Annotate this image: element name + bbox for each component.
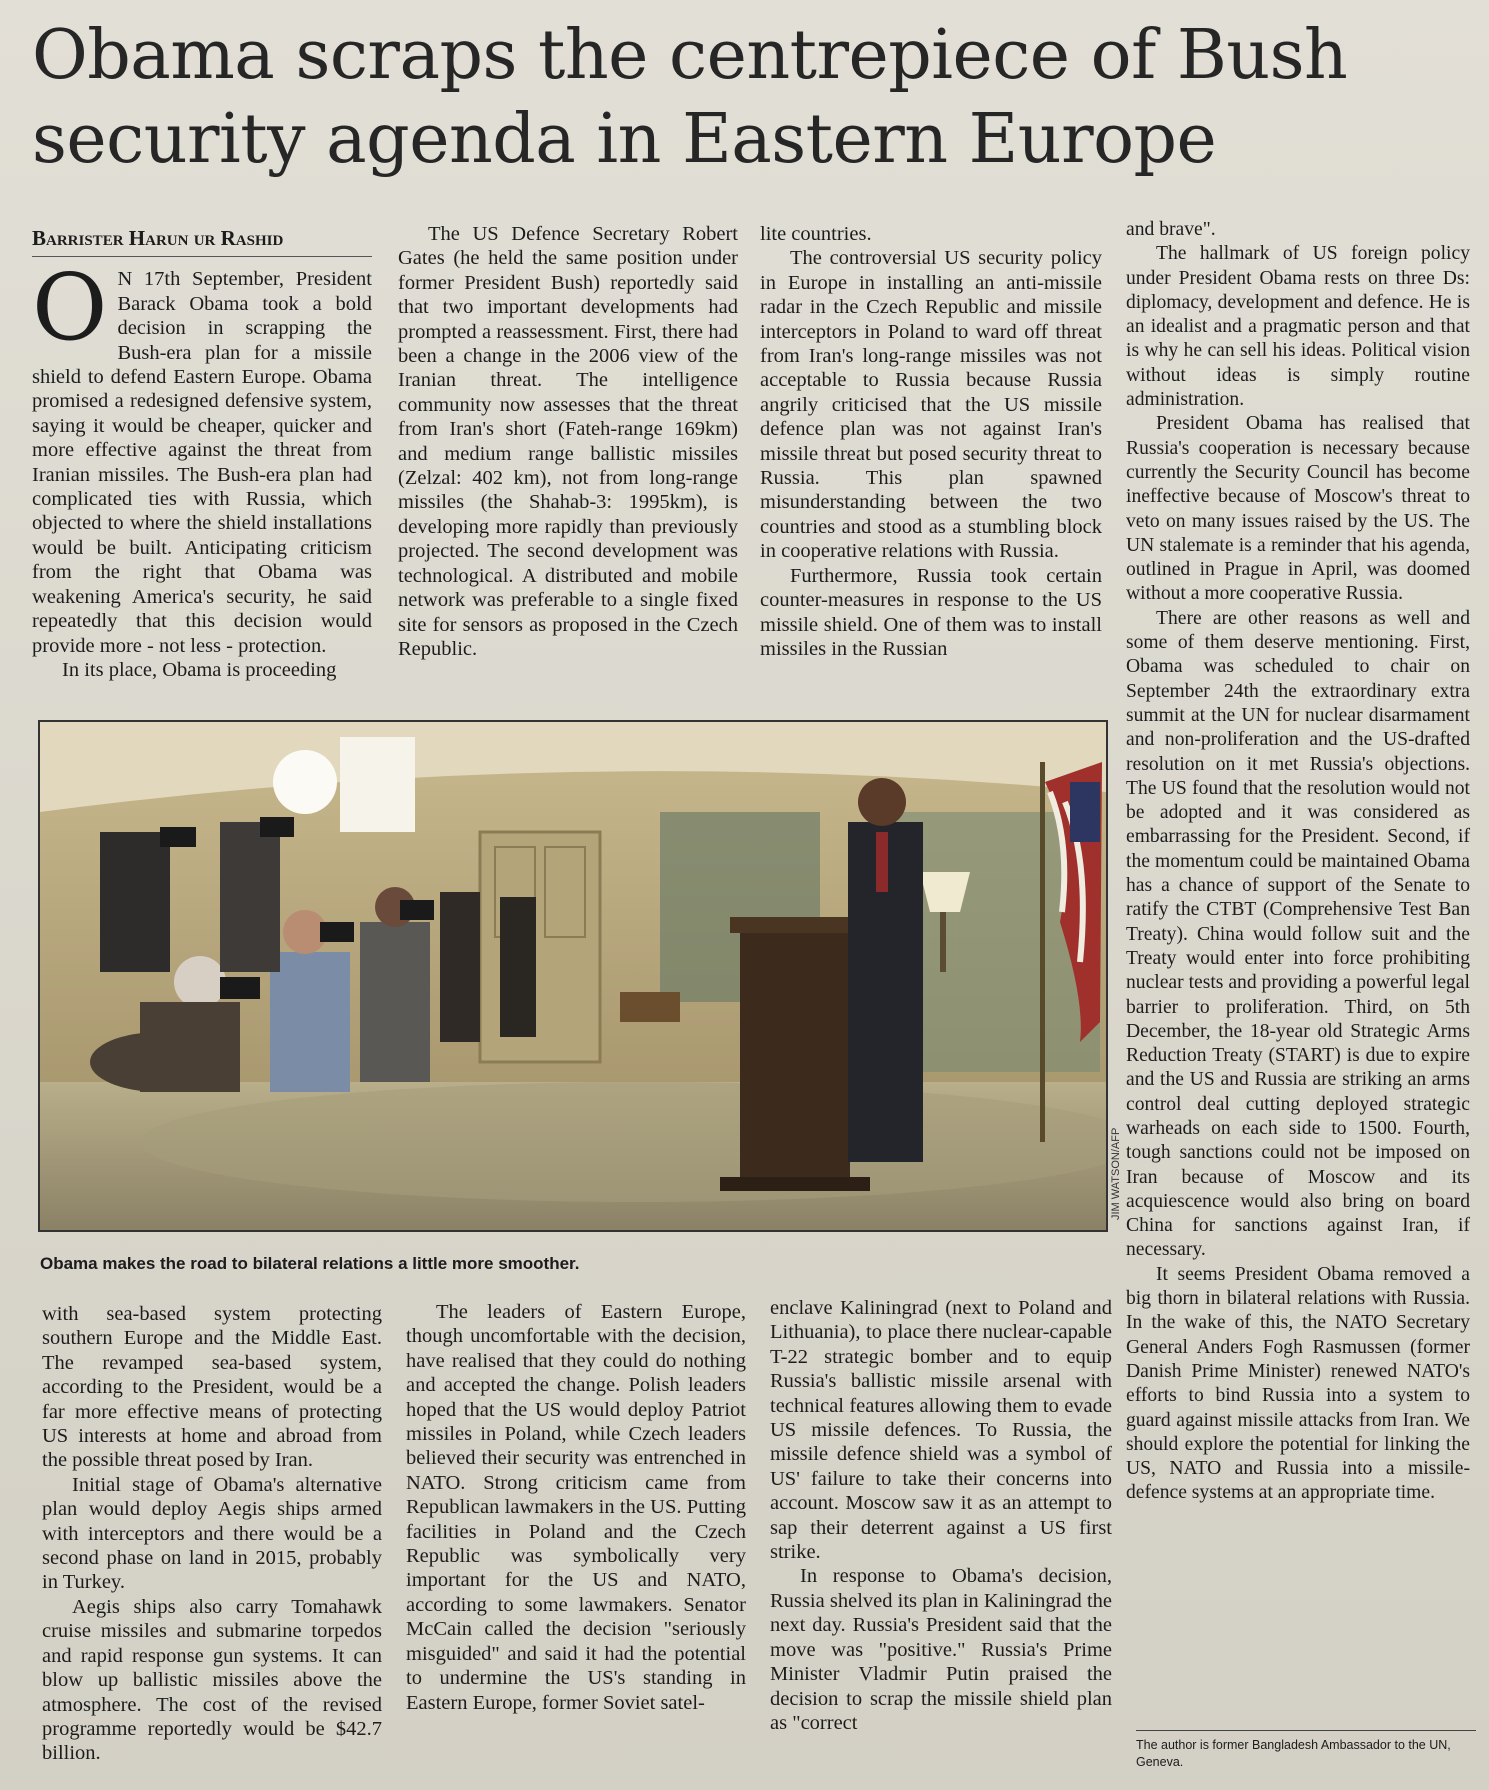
column-2-bottom — [406, 1300, 746, 1715]
paragraph: Furthermore, Russia took certain counter-measures in response to the US missile shield. One of them was to install missiles in the Russian — [760, 564, 1102, 660]
headline: Obama scraps the centrepiece of Bush security agenda in Eastern Europe — [32, 16, 1348, 179]
paragraph: The controversial US security policy in Europe in installing an anti-missile radar in the Czech Republic and missile interceptors in Poland to ward off threat from Iran's long-range missiles was not acceptable to Russia because Russia angrily criticised that the US missile defence plan was not against Iran's missile threat but posed security threat to Russia. This plan spawned misunderstanding between the two countries and stood as a stumbling block in cooperative relations with Russia. — [760, 247, 1102, 563]
paragraph: and brave". — [1126, 219, 1216, 240]
paragraph: It seems President Obama removed a big thorn in bilateral relations with Russia. In the wake of this, the NATO Secretary General Anders Fogh Rasmussen (former Danish Prime Minister) renewed NATO's efforts to bind Russia into a system to guard against missile attacks from Iran. We should explore the potential for linking the US, NATO and Russia into a missile-defence systems at an appropriate time. — [1126, 1263, 1470, 1504]
paragraph: There are other reasons as well and some of them deserve mentioning. First, Obama was scheduled to chair on September 24th the extraordinary extra summit at the UN for nuclear disarmament and non-proliferation and the US-drafted resolution on it met Russia's objections. The US found that the resolution would not be adopted and it was considered as embarrassing for the President. Second, if the momentum could be maintained Obama has a chance of support of the Senate to ratify the CTBT (Comprehensive Test Ban Treaty). China would follow suit and the Treaty would enter into force prohibiting nuclear tests and providing a powerful legal barrier to proliferation. Third, on 5th December, the 18-year old Strategic Arms Reduction Treaty (START) is due to expire and the US and Russia are striking an arms control deal cutting deployed strategic warheads on each side to 1500. Fourth, tough sanctions could not be imposed on Iran because of Moscow and its acquiescence would also bring on board China for sanctions against Iran, if necessary. — [1126, 607, 1470, 1261]
photo-illustration — [40, 722, 1106, 1230]
paragraph: N 17th September, President Barack Obama took a bold decision in scrapping the Bush-era plan for a missile shield to defend Eastern Europe. Obama promised a redesigned defensive system, saying it would be cheaper, quicker and more effective against the threat from Iranian missiles. The Bush-era plan had complicated ties with Russia, which objected to where the shield installations would be built. Anticipating criticism from the right that Obama was weakening America's security, he said repeatedly that this decision would provide more - not less - protection. — [32, 268, 372, 657]
author-footnote: The author is former Bangladesh Ambassador to the UN, Geneva. — [1136, 1730, 1476, 1771]
dropcap: O — [32, 254, 108, 362]
column-1-bottom — [42, 1302, 382, 1766]
photo-credit: JIM WATSON/AFP — [1110, 1127, 1122, 1220]
column-3-top — [760, 222, 1102, 661]
paragraph: The US Defence Secretary Robert Gates (he held the same position under former President Bush) reportedly said that two important developments had prompted a reassessment. First, there had been a change in the 2006 view of the Iranian threat. The intelligence community now assesses that the threat from Iran's short (Fateh-range 169km) and medium range ballistic missiles (Zelzal: 402 km), not from long-range missiles (the Shahab-3: 1995km), is developing more rapidly than previously projected. The second development was technological. A distributed and mobile network was preferable to a single fixed site for sensors as proposed in the Czech Republic. — [398, 223, 738, 660]
column-3-bottom — [770, 1296, 1112, 1735]
news-photo — [38, 720, 1108, 1232]
column-4 — [1126, 218, 1470, 1506]
column-2-top — [398, 222, 738, 661]
paragraph: In its place, Obama is proceeding — [62, 658, 337, 681]
paragraph: enclave Kaliningrad (next to Poland and Lithuania), to place there nuclear-capable T-22 strategic bomber and to equip Russia's ballistic missile arsenal with technical features allowing them to evade US missile defences. To Russia, the missile defence shield was a symbol of US' failure to take their concerns into account. Moscow saw it as an attempt to sap their deterrent against a US first strike. — [770, 1297, 1112, 1564]
byline: Barrister Harun ur Rashid — [32, 226, 372, 257]
paragraph: Initial stage of Obama's alternative plan would deploy Aegis ships armed with interceptors and there would be a second phase on land in 2015, probably in Turkey. — [42, 1473, 382, 1594]
paragraph: In response to Obama's decision, Russia shelved its plan in Kaliningrad the next day. Russia's President said that the move was "positive." Russia's Prime Minister Vladmir Putin praised the decision to scrap the missile shield plan as "correct — [770, 1565, 1112, 1734]
paragraph: The leaders of Eastern Europe, though uncomfortable with the decision, have realised that they could do nothing and accepted the change. Polish leaders hoped that the US would deploy Patriot missiles in Poland, while Czech leaders believed their security was entrenched in NATO. Strong criticism came from Republican lawmakers in the US. Putting facilities in Poland and the Czech Republic was symbolically very important for the US and NATO, according to some lawmakers. Senator McCain called the decision "seriously misguided" and said it had the potential to undermine the US's standing in Eastern Europe, former Soviet satel- — [406, 1301, 746, 1714]
column-1-top — [32, 226, 372, 682]
paragraph: lite countries. — [760, 223, 872, 245]
paragraph: with sea-based system protecting southern Europe and the Middle East. The revamped sea-based system, according to the President, would be a far more effective means of protecting US interests at home and abroad from the possible threat posed by Iran. — [42, 1303, 382, 1472]
photo-caption: Obama makes the road to bilateral relations a little more smoother. — [40, 1254, 580, 1273]
paragraph: The hallmark of US foreign policy under President Obama rests on three Ds: diplomacy, development and defence. He is an idealist and a pragmatic person and that is why he can sell his ideas. Political vision without ideas is simply routine administration. — [1126, 243, 1470, 411]
paragraph: Aegis ships also carry Tomahawk cruise missiles and submarine torpedos and rapid response gun systems. It can blow up ballistic missiles above the atmosphere. The cost of the revised programme reportedly would be $42.7 billion. — [42, 1595, 382, 1765]
paragraph: President Obama has realised that Russia's cooperation is necessary because currently the Security Council has become ineffective because of Moscow's threat to veto on many issues raised by the US. The UN stalemate is a reminder that his agenda, outlined in Prague in April, was doomed without a more cooperative Russia. — [1126, 413, 1470, 605]
